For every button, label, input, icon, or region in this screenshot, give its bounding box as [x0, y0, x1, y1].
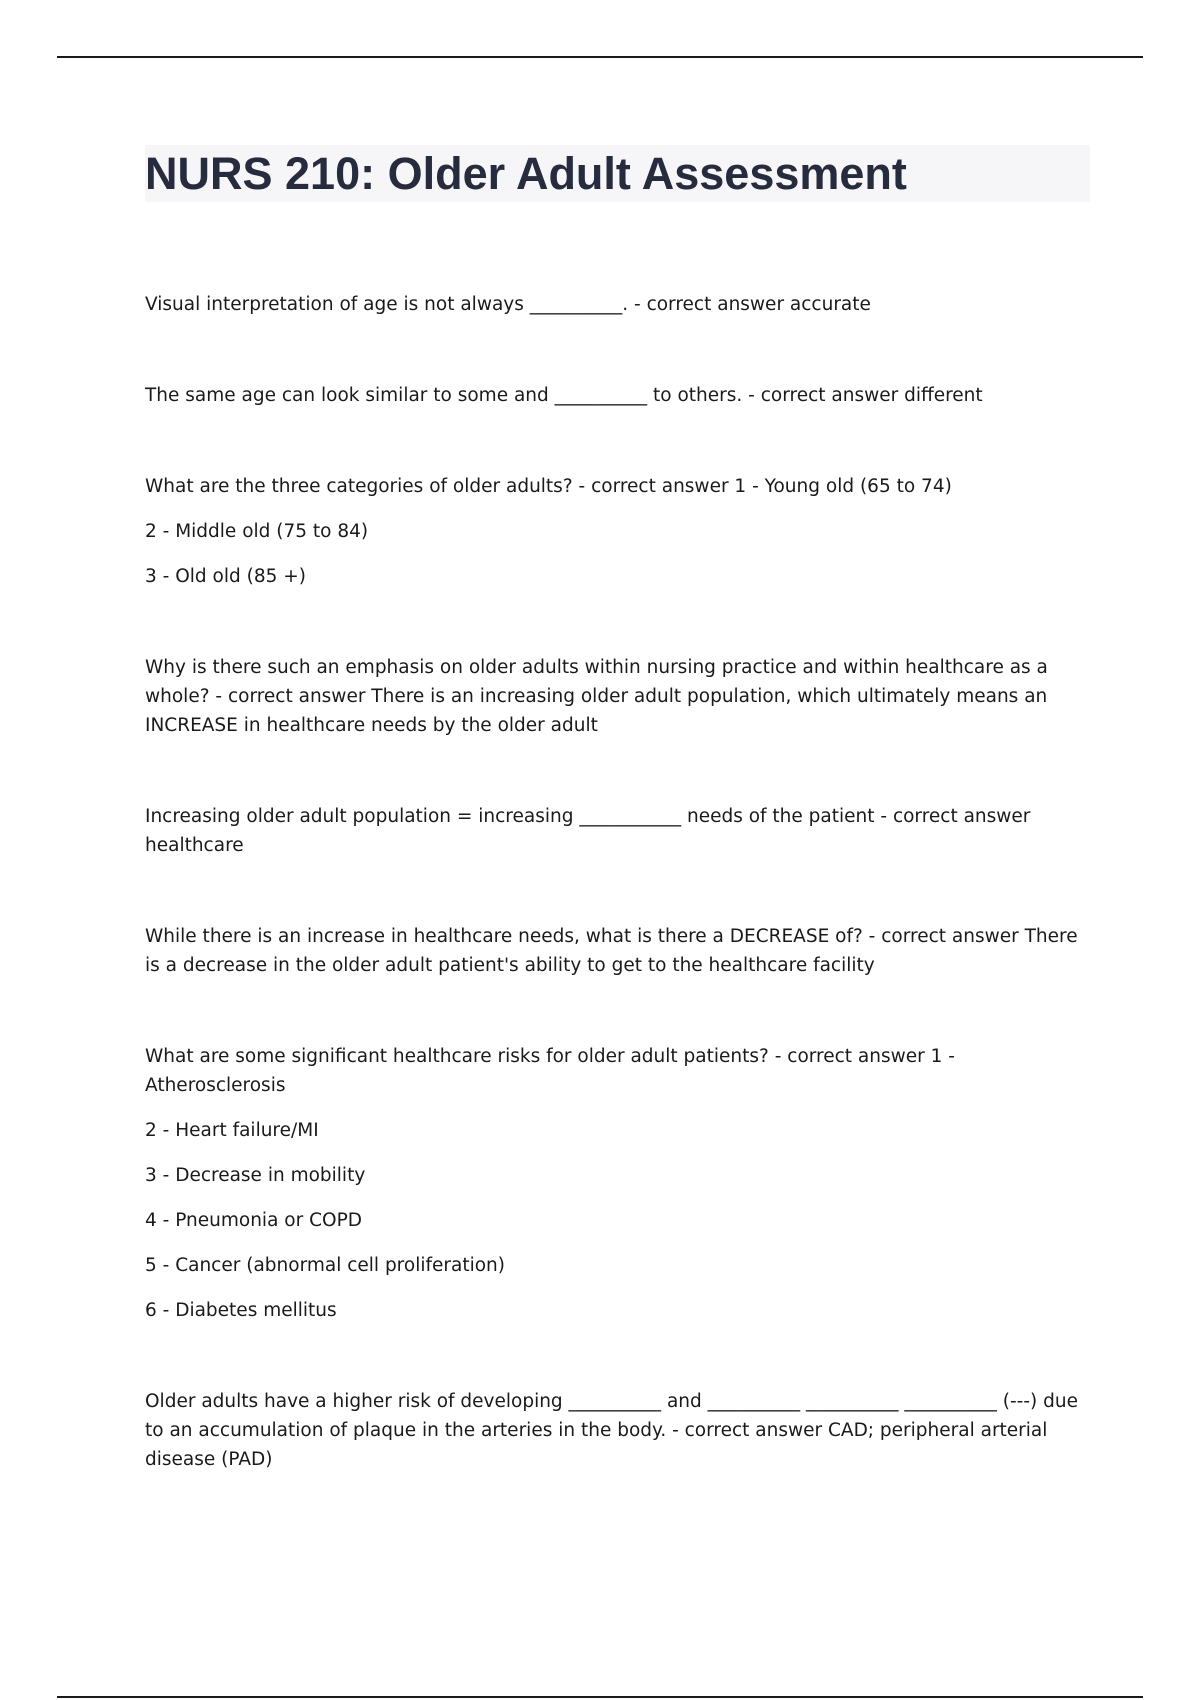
- list-item: 3 - Decrease in mobility: [145, 1165, 366, 1186]
- qa-entry: [145, 1042, 1090, 1325]
- list-item: 5 - Cancer (abnormal cell proliferation): [145, 1255, 505, 1276]
- list-item: 4 - Pneumonia or COPD: [145, 1210, 362, 1231]
- list-item: 3 - Old old (85 +): [145, 566, 306, 587]
- qa-text: The same age can look similar to some and __________ to others. - correct answer different: [145, 385, 983, 406]
- top-rule: [57, 56, 1143, 58]
- qa-text: What are the three categories of older adults? - correct answer 1 - Young old (65 to 74): [145, 476, 952, 497]
- list-item: 2 - Middle old (75 to 84): [145, 521, 369, 542]
- qa-text: What are some significant healthcare risks for older adult patients? - correct answer 1 - Atherosclerosis: [145, 1046, 955, 1096]
- qa-entry: [145, 472, 1090, 591]
- bottom-rule: [57, 1696, 1143, 1698]
- list-item: 6 - Diabetes mellitus: [145, 1300, 337, 1321]
- qa-text: Visual interpretation of age is not always __________. - correct answer accurate: [145, 294, 871, 315]
- qa-entry: [145, 290, 1090, 319]
- qa-text: Older adults have a higher risk of developing __________ and __________ __________ __________ (---) due to an accumulation of plaque in the arteries in the body. - correct answer CAD; peripheral arterial disease (PAD): [145, 1391, 1078, 1470]
- page-title: NURS 210: Older Adult Assessment: [145, 148, 907, 199]
- qa-text: Why is there such an emphasis on older adults within nursing practice and within healthcare as a whole? - correct answer There is an increasing older adult population, which ultimately means an INCREASE in healthcare needs by the older adult: [145, 657, 1048, 736]
- qa-entry: [145, 653, 1090, 740]
- list-item: 2 - Heart failure/MI: [145, 1120, 319, 1141]
- qa-text: Increasing older adult population = increasing ___________ needs of the patient - correct answer healthcare: [145, 806, 1031, 856]
- qa-text: While there is an increase in healthcare needs, what is there a DECREASE of? - correct answer There is a decrease in the older adult patient's ability to get to the healthcare facility: [145, 926, 1078, 976]
- qa-entry: [145, 1387, 1090, 1474]
- qa-entry: [145, 802, 1090, 860]
- document-body: [145, 290, 1090, 1536]
- qa-entry: [145, 922, 1090, 980]
- qa-entry: [145, 381, 1090, 410]
